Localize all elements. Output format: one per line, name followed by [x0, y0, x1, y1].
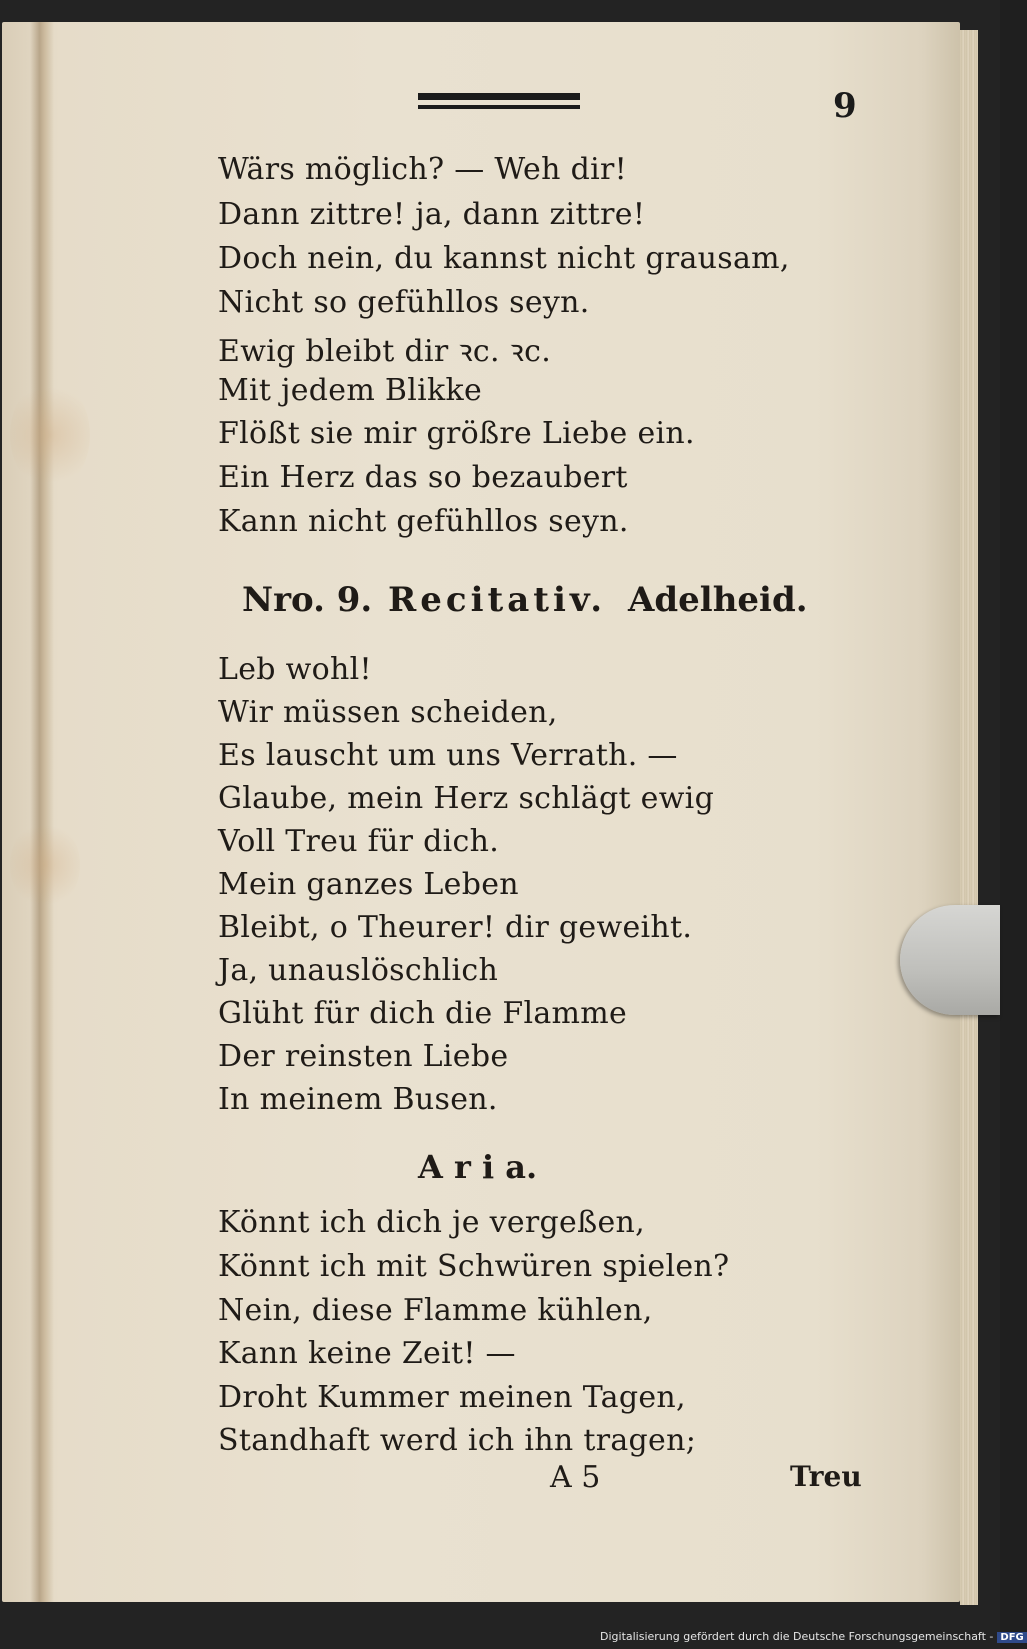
credit-text: Digitalisierung gefördert durch die Deutsche Forschungsgemeinschaft - [600, 1630, 994, 1643]
text-line: Mein ganzes Leben [218, 867, 519, 902]
text-line: Standhaft werd ich ihn tragen; [218, 1423, 697, 1458]
page-edge [960, 30, 978, 1605]
section-title: Recitativ. [388, 580, 607, 620]
binding-stitching [30, 22, 54, 1602]
text-line: Bleibt, o Theurer! dir geweiht. [218, 910, 693, 945]
text-line: Kann keine Zeit! — [218, 1336, 516, 1371]
foxing-stain [10, 380, 90, 490]
section-character: Adelheid. [628, 580, 808, 620]
aria-heading: A r i a. [418, 1148, 538, 1186]
text-line: Doch nein, du kannst nicht grausam, [218, 241, 790, 276]
text-line: Ewig bleibt dir ꝛc. ꝛc. [218, 334, 552, 369]
foxing-stain [10, 820, 80, 910]
text-line: Droht Kummer meinen Tagen, [218, 1380, 686, 1415]
text-line: Ein Herz das so bezaubert [218, 460, 628, 495]
header-rule [418, 93, 580, 113]
digitization-credit [600, 1630, 1024, 1649]
section-number: Nro. 9. [242, 580, 373, 620]
text-line: Wärs möglich? — Weh dir! [218, 152, 627, 187]
text-line: Nein, diese Flamme kühlen, [218, 1293, 653, 1328]
text-line: Könnt ich mit Schwüren spielen? [218, 1249, 730, 1284]
text-line: Kann nicht gefühllos seyn. [218, 504, 629, 539]
text-line: Flößt sie mir größre Liebe ein. [218, 416, 695, 451]
scanner-clip [900, 905, 1000, 1015]
text-line: Dann zittre! ja, dann zittre! [218, 197, 646, 232]
text-line: Der reinsten Liebe [218, 1039, 509, 1074]
text-line: Glaube, mein Herz schlägt ewig [218, 781, 715, 816]
text-line: Es lauscht um uns Verrath. — [218, 738, 678, 773]
text-line: In meinem Busen. [218, 1082, 498, 1117]
text-line: Leb wohl! [218, 652, 372, 687]
text-line: Mit jedem Blikke [218, 373, 483, 408]
text-line: Könnt ich dich je vergeßen, [218, 1205, 645, 1240]
dfg-logo: DFG [997, 1632, 1026, 1643]
catchword: Treu [790, 1460, 862, 1493]
text-line: Voll Treu für dich. [218, 824, 500, 859]
text-line: Wir müssen scheiden, [218, 695, 558, 730]
text-line: Glüht für dich die Flamme [218, 996, 628, 1031]
text-line: Nicht so gefühllos seyn. [218, 285, 590, 320]
text-line: Ja, unauslöschlich [218, 953, 499, 988]
signature-mark: A 5 [550, 1460, 601, 1495]
page-number: 9 [833, 86, 857, 126]
